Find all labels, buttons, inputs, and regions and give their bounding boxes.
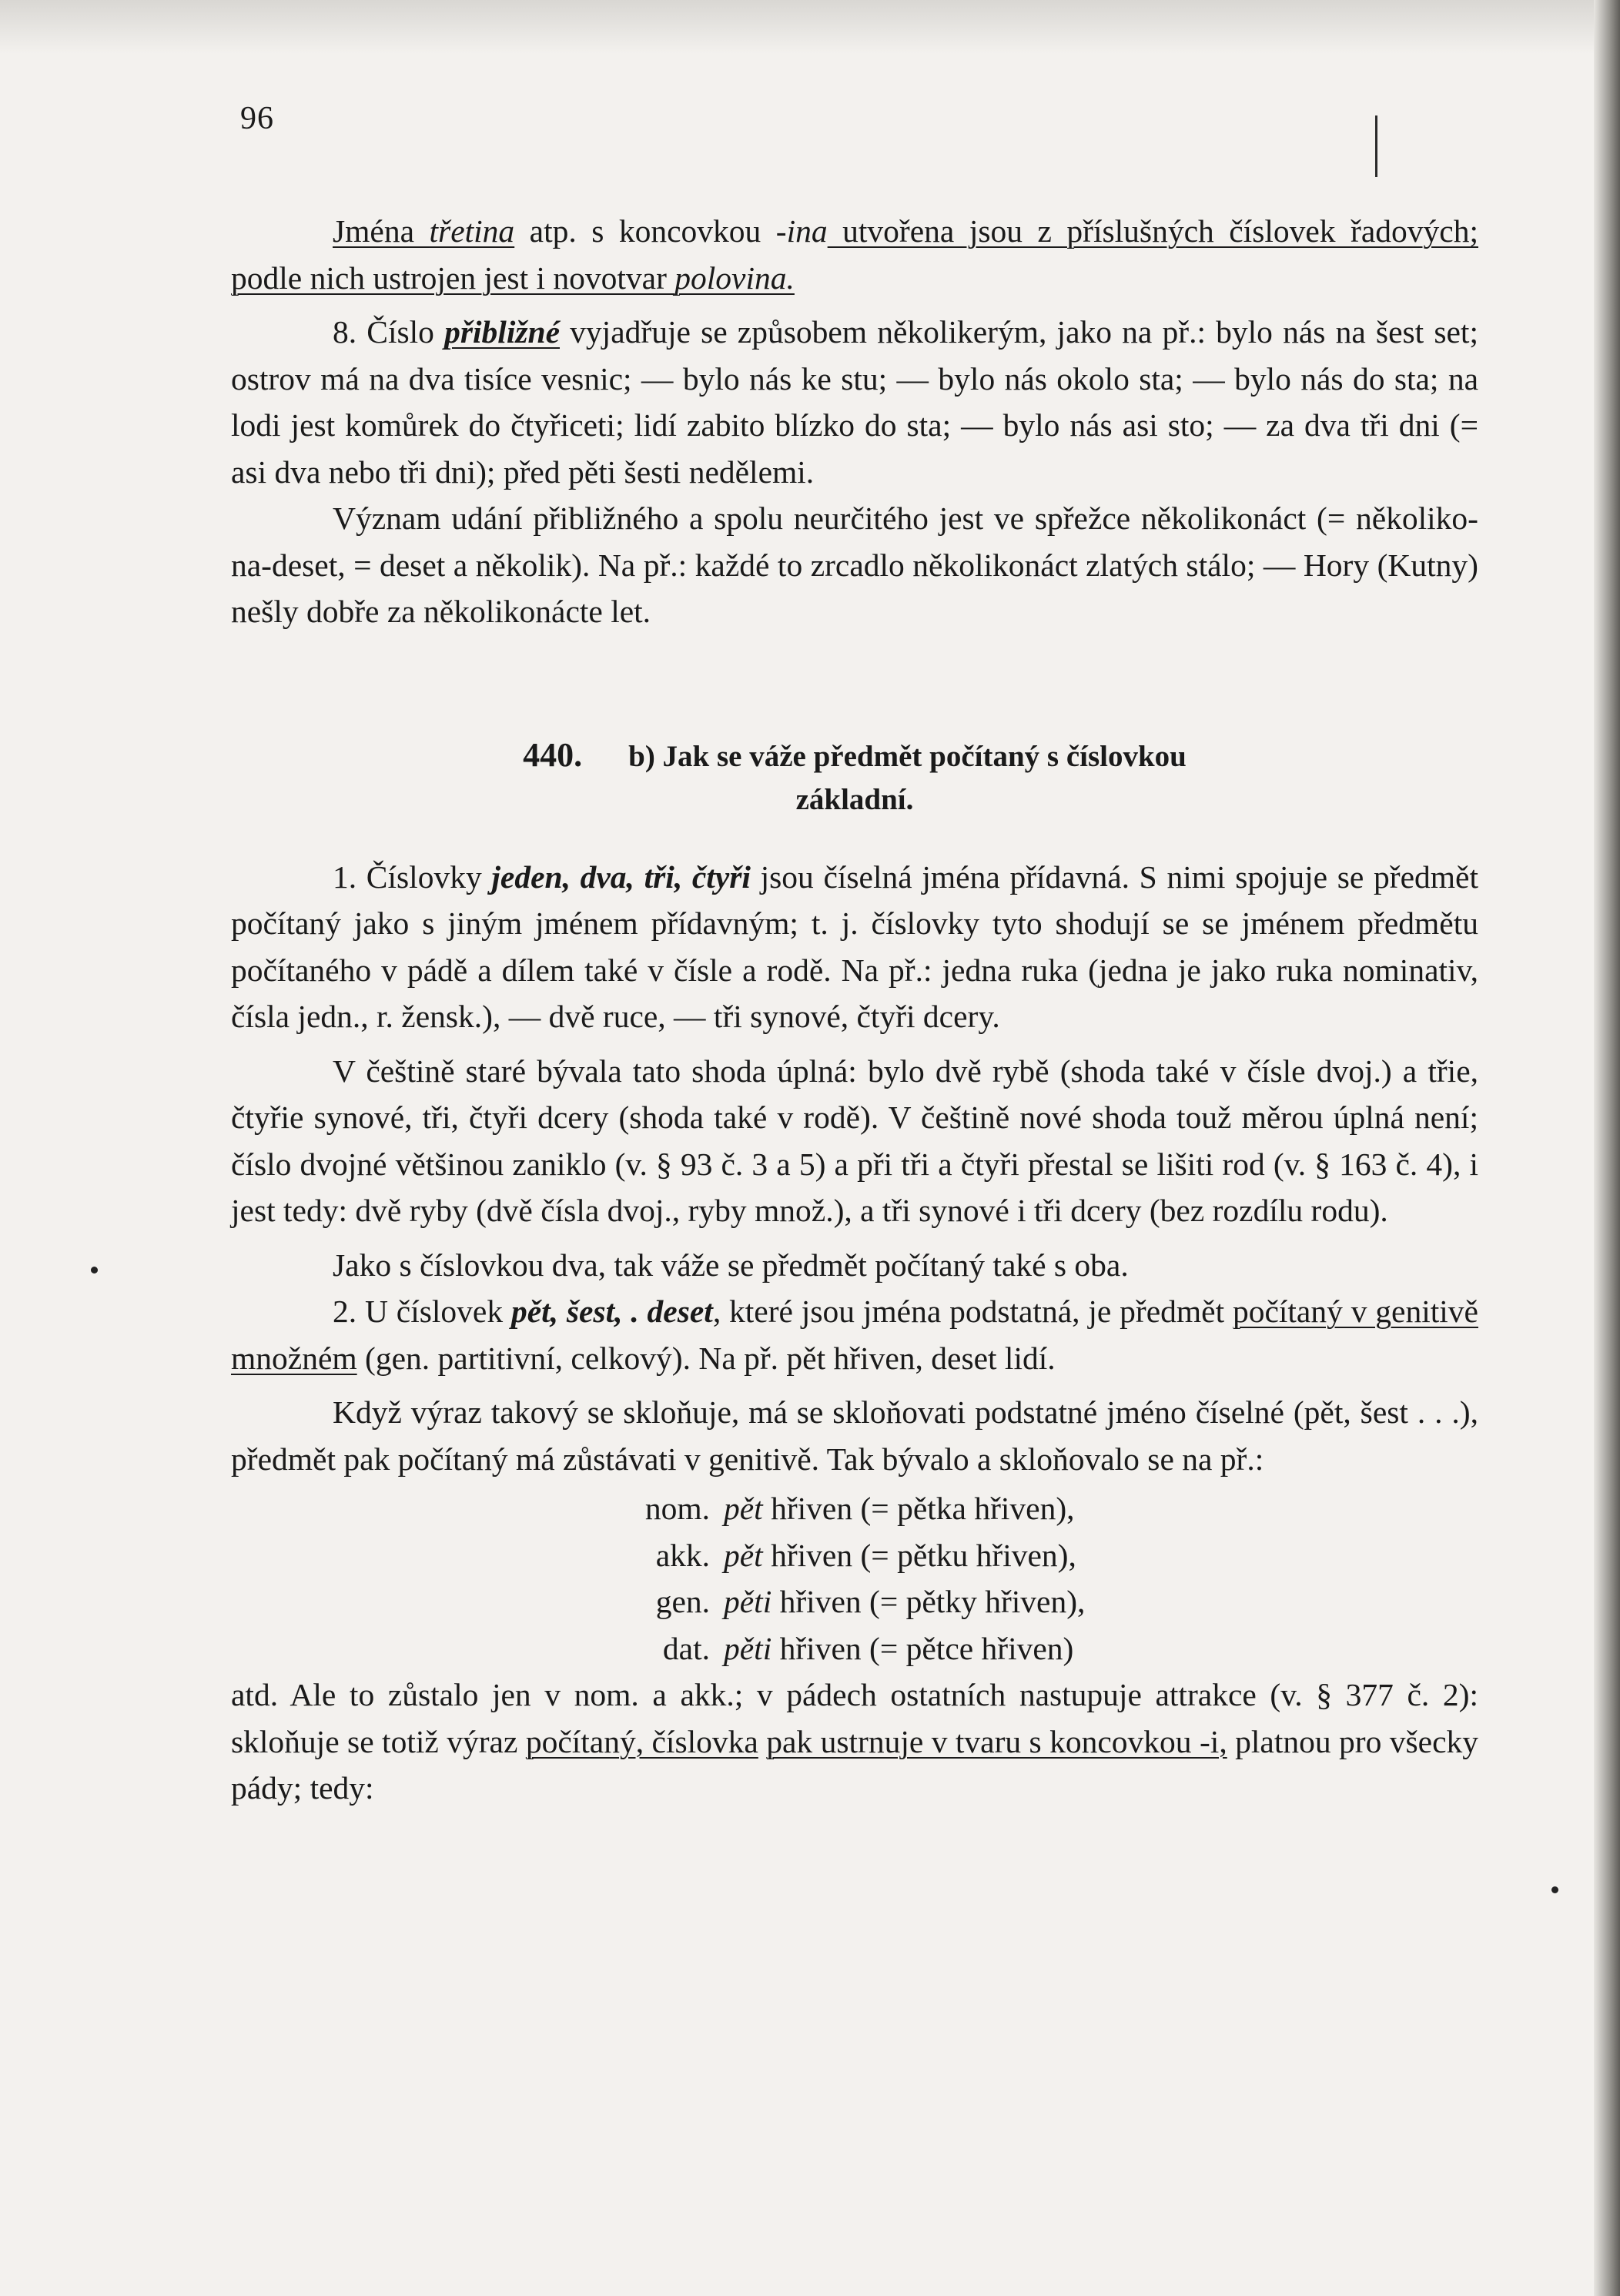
text-run: atp. s koncovkou — [514, 213, 776, 249]
paragraph-jeden-dva — [231, 854, 1478, 1040]
italic-term: polovina. — [674, 259, 795, 296]
text-run: Jména — [333, 213, 430, 249]
bold-term: jeden, dva, tři, čtyři — [491, 858, 751, 895]
bold-term: pět, šest, . deset — [510, 1294, 713, 1329]
case-label: akk. — [655, 1537, 710, 1573]
equivalent: (= pětky hřiven), — [869, 1584, 1086, 1619]
paragraph-oba: Jako s číslovkou dva, tak váže se předmět počítaný také s oba. — [333, 1247, 1129, 1283]
paragraph-nekolikonact: Význam udání přibližného a spolu neurčitého jest ve spřežce několikonáct (= několiko-na-deset, = deset a několik). Na př.: každé to zrcadlo několikonáct zlatých stálo; — Hory (Kutny) nešly dobře za několikonácte let. — [231, 500, 1478, 629]
noun: hřiven — [771, 1491, 853, 1526]
text-run: (gen. partitivní, celkový). Na př. pět hřiven, deset lidí. — [356, 1340, 1056, 1376]
page-number: 96 — [240, 101, 274, 136]
section-title: b) Jak se váže předmět počítaný s číslovkou — [628, 739, 1187, 773]
text-run: , které jsou jména podstatná, je předmět — [712, 1294, 1233, 1329]
underlined-phrase: pak ustrnuje v tvaru s koncovkou -i, — [766, 1723, 1227, 1759]
declension-row — [554, 1578, 1478, 1625]
bold-term: přibližné — [444, 314, 560, 350]
text-run: utvořena jsou z příslušných číslovek řadových; podle nich ustrojen jest i novotvar — [231, 213, 1478, 296]
text-run: atd. Ale to zůstalo jen v nom. a akk.; v pádech ostatních nastupuje attrakce (v. § 377 č. 2): skloňuje se totiž výraz — [231, 1677, 1478, 1759]
underlined-phrase: počítaný v genitivě množném — [231, 1294, 1478, 1376]
text-run: 1. Číslovky — [333, 858, 492, 895]
text-run: vyjadřuje se způsobem několikerým, jako na př.: bylo nás na šest set; ostrov má na dva tisíce vesnic; — bylo nás ke stu; — bylo nás okolo sta; — bylo nás do sta; na lodi jest komůrek do čtyřiceti; lidí zabito blízko do sta; — bylo nás asi sto; — za dva tři dni (= asi dva nebo tři dni); před pěti šesti nedělemi. — [231, 314, 1478, 490]
declension-table — [554, 1485, 1478, 1672]
case-label: nom. — [644, 1491, 710, 1526]
case-label: gen. — [655, 1584, 710, 1619]
noun: hřiven — [771, 1537, 853, 1573]
book-page — [231, 100, 1478, 1812]
section-heading — [231, 734, 1478, 822]
section-title-line2: základní. — [795, 782, 914, 816]
paragraph-attrakce — [231, 1672, 1478, 1812]
italic-term: -ina — [775, 213, 828, 249]
text-run: 8. Číslo — [333, 314, 445, 350]
ink-speck — [1551, 1886, 1558, 1893]
text-run: 2. U číslovek — [333, 1294, 511, 1329]
declension-row — [554, 1532, 1478, 1579]
italic-term: třetina — [429, 213, 515, 249]
numeral: pěti — [724, 1630, 772, 1666]
numeral: pět — [724, 1491, 763, 1526]
underlined-phrase: počítaný, číslovka — [525, 1723, 758, 1759]
page-binding-edge — [1594, 0, 1620, 2296]
text-run — [758, 1724, 766, 1759]
text-run: platnou pro všecky pády; tedy: — [231, 1723, 1479, 1806]
noun: hřiven — [779, 1630, 862, 1666]
noun: hřiven — [779, 1584, 862, 1619]
declension-row — [554, 1485, 1478, 1532]
declension-row — [554, 1625, 1478, 1672]
paragraph-priblizne — [231, 309, 1478, 495]
ink-speck — [91, 1267, 98, 1274]
equivalent: (= pětka hřiven), — [860, 1491, 1075, 1526]
paragraph-sklonuje: Když výraz takový se skloňuje, má se skloňovati podstatné jméno číselné (pět, šest . . .), předmět pak počítaný má zůstávati v genitivě. Tak bývalo a skloňovalo se na př.: — [231, 1394, 1478, 1477]
numeral: pět — [724, 1537, 763, 1573]
case-label: dat. — [662, 1630, 710, 1666]
equivalent: (= pětku hřiven), — [860, 1537, 1076, 1573]
equivalent: (= pětce hřiven) — [869, 1630, 1074, 1666]
paragraph-pet-sest — [231, 1288, 1478, 1381]
text-run: jsou číselná jména přídavná. S nimi spojuje se předmět počítaný jako s jiným jménem přídavným; t. j. číslovky tyto shodují se se jménem předmětu počítaného v pádě a dílem také v čísle a rodě. Na př.: jedna ruka (jedna je jako ruka nominativ, čísla jedn., r. žensk.), — dvě ruce, — tři synové, čtyři dcery. — [231, 858, 1478, 1034]
numeral: pěti — [724, 1584, 772, 1619]
paragraph-cestina-stara: V češtině staré bývala tato shoda úplná: bylo dvě rybě (shoda také v čísle dvoj.) a třie, čtyřie synové, tři, čtyři dcery (shoda také v rodě). V češtině nové shoda touž měrou úplná není; číslo dvojné většinou zaniklo (v. § 93 č. 3 a 5) a při tři a čtyři přestal se lišiti rod (v. § 163 č. 4), i jest tedy: dvě ryby (dvě čísla dvoj., ryby množ.), a tři synové i tři dcery (bez rozdílu rodu). — [231, 1053, 1478, 1228]
section-number: 440. — [523, 735, 583, 774]
paragraph-novotvar — [231, 208, 1478, 301]
page-top-shadow — [0, 0, 1594, 54]
